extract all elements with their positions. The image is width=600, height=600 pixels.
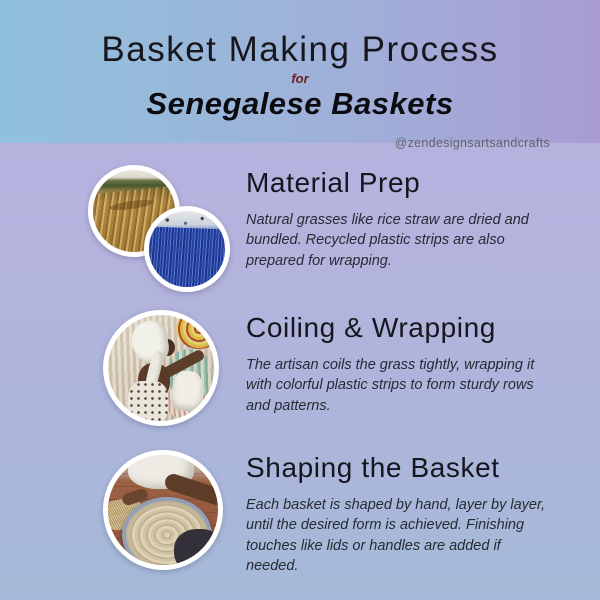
step-coiling-wrapping xyxy=(246,312,566,416)
page-subtitle: Senegalese Baskets xyxy=(146,86,454,121)
white-headwrap xyxy=(129,319,170,366)
step-title: Shaping the Basket xyxy=(246,452,500,483)
blue-plastic-strips-photo xyxy=(144,206,230,292)
basket-in-progress xyxy=(170,370,204,413)
title-connector: for xyxy=(291,71,309,86)
step-description: The artisan coils the grass tightly, wrapping it with colorful plastic strips to form sturdy rows and patterns. xyxy=(246,357,535,414)
patterned-basket-background xyxy=(176,310,219,349)
dotted-garment xyxy=(128,381,168,425)
watermark-handle: @zendesignsartsandcrafts xyxy=(394,136,550,150)
step-material-prep xyxy=(246,167,566,271)
header xyxy=(0,30,600,122)
step-title: Material Prep xyxy=(246,167,421,198)
step-title: Coiling & Wrapping xyxy=(246,312,496,343)
dark-clothing xyxy=(174,529,223,570)
step-shaping-basket xyxy=(246,452,566,576)
plastic-strips-texture xyxy=(144,226,230,288)
step-description: Natural grasses like rice straw are dried and bundled. Recycled plastic strips are also prepared for wrapping. xyxy=(246,212,529,269)
basket-shaping-photo xyxy=(103,450,223,570)
artisan-weaving-photo xyxy=(103,310,219,426)
step-description: Each basket is shaped by hand, layer by layer, until the desired form is achieved. Finishing touches like lids or handles are added if needed. xyxy=(246,497,546,574)
page-title: Basket Making Process xyxy=(101,30,499,69)
strip-top-specks xyxy=(149,214,225,229)
